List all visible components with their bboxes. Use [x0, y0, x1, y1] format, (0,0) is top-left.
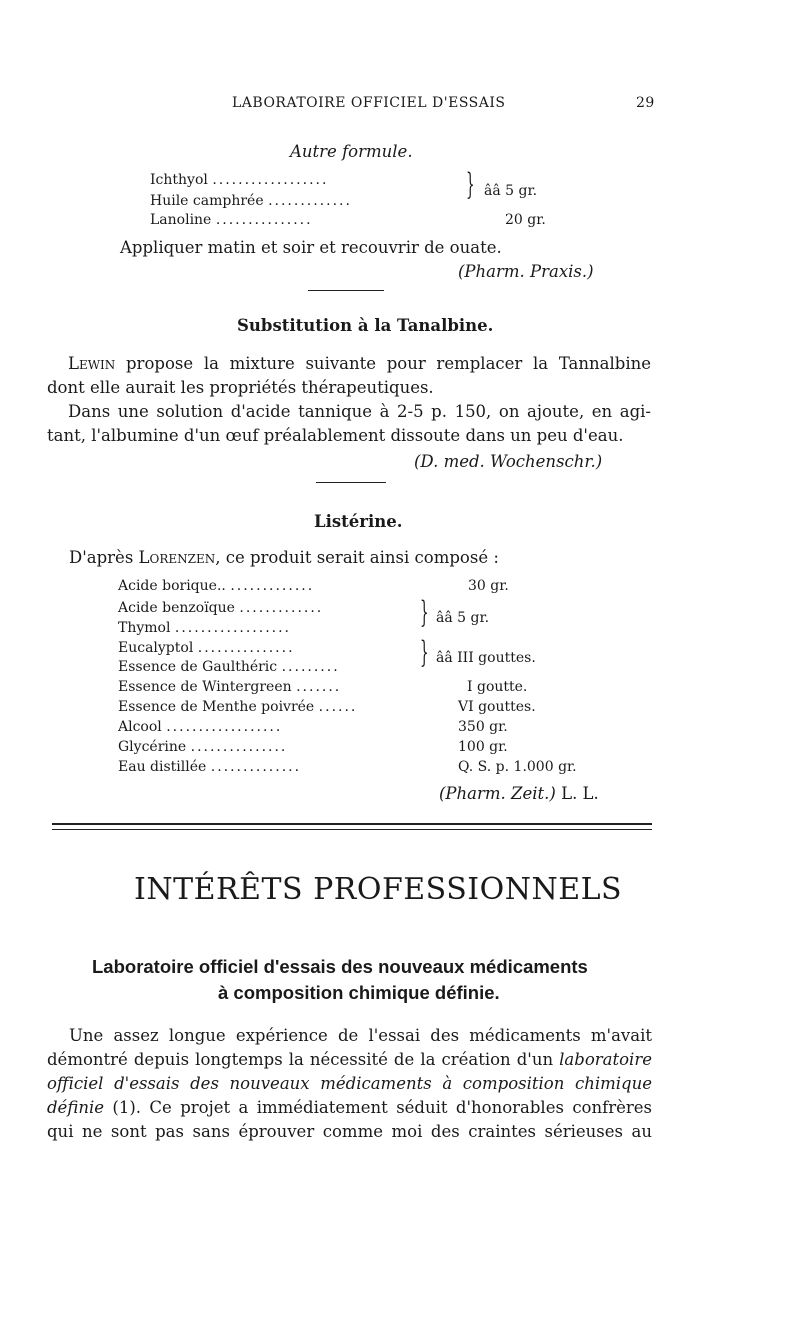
- section-title: INTÉRÊTS PROFESSIONNELS: [134, 872, 623, 907]
- leader-dots: ...............: [215, 212, 313, 228]
- ingredient-dose: 350 gr.: [458, 719, 508, 735]
- ingredient-dose: I goutte.: [467, 679, 528, 695]
- ingredient-name: Lanoline: [150, 212, 212, 228]
- section-paragraph-line: officiel d'essais des nouveaux médicaments à composition chimique: [47, 1074, 652, 1093]
- ingredient-dose: 100 gr.: [458, 739, 508, 755]
- ingredient-row: Eucalyptol ...............: [118, 640, 295, 656]
- ingredient-row: [150, 172, 328, 188]
- page-number: 29: [636, 95, 655, 111]
- ingredient-row: Eau distillée ..............: [118, 759, 302, 775]
- author-name: Lewin: [68, 354, 116, 373]
- ingredient-row: Glycérine ...............: [118, 739, 288, 755]
- leader-dots: .............: [268, 193, 352, 209]
- listerine-intro: D'après Lorenzen, ce produit serait ainsi composé :: [69, 548, 499, 567]
- ingredient-dose: 20 gr.: [505, 212, 546, 228]
- ingredient-row: Essence de Wintergreen .......: [118, 679, 342, 695]
- shared-dose: ââ III gouttes.: [436, 650, 536, 666]
- ingredient-name: Huile camphrée: [150, 193, 264, 209]
- double-rule: [52, 823, 652, 825]
- substitution-source: (D. med. Wochenschr.): [414, 452, 603, 471]
- section-divider: [316, 482, 386, 483]
- ingredient-dose: Q. S. p. 1.000 gr.: [458, 759, 577, 775]
- section-paragraph-line: qui ne sont pas sans éprouver comme moi des craintes sérieuses au: [47, 1122, 652, 1141]
- leader-dots: ..................: [212, 172, 329, 188]
- brace-icon: }: [420, 595, 429, 630]
- running-title: LABORATOIRE OFFICIEL D'ESSAIS: [232, 95, 506, 111]
- shared-dose: ââ 5 gr.: [484, 183, 538, 199]
- ingredient-dose: VI gouttes.: [458, 699, 536, 715]
- brace-icon: }: [466, 167, 475, 202]
- ingredient-row: Essence de Gaulthéric .........: [118, 659, 340, 675]
- substitution-line: dont elle aurait les propriétés thérapeutiques.: [47, 378, 434, 397]
- ingredient-row: Acide borique.. .............: [118, 578, 315, 594]
- substitution-title: Substitution à la Tanalbine.: [237, 316, 494, 335]
- listerine-title: Listérine.: [314, 512, 403, 531]
- ingredient-row: [150, 212, 313, 228]
- ingredient-row: Alcool ..................: [118, 719, 283, 735]
- author-name: Lorenzen: [138, 548, 216, 567]
- section-subtitle: Laboratoire officiel d'essais des nouveaux médicaments: [92, 956, 588, 977]
- section-paragraph-line: Une assez longue expérience de l'essai des médicaments m'avait: [69, 1026, 652, 1045]
- section-divider: [308, 290, 384, 291]
- ingredient-row: Acide benzoïque .............: [118, 600, 324, 616]
- section-paragraph-line: définie (1). Ce projet a immédiatement séduit d'honorables confrères: [47, 1098, 652, 1117]
- listerine-source: (Pharm. Zeit.) L. L.: [439, 784, 599, 803]
- section-subtitle: à composition chimique définie.: [218, 982, 500, 1003]
- application-instruction: Appliquer matin et soir et recouvrir de ouate.: [120, 238, 502, 257]
- substitution-line: Dans une solution d'acide tannique à 2-5 p. 150, on ajoute, en agi-: [68, 402, 651, 421]
- formula-source: (Pharm. Praxis.): [458, 262, 594, 281]
- brace-icon: }: [420, 635, 429, 670]
- double-rule: [52, 829, 652, 830]
- shared-dose: ââ 5 gr.: [436, 610, 490, 626]
- ingredient-row: Essence de Menthe poivrée ......: [118, 699, 358, 715]
- ingredient-dose: 30 gr.: [468, 578, 509, 594]
- ingredient-name: Ichthyol: [150, 172, 208, 188]
- formula-title: Autre formule.: [290, 142, 413, 161]
- section-paragraph-line: démontré depuis longtemps la nécessité de la création d'un laboratoire: [47, 1050, 652, 1069]
- ingredient-row: Thymol ..................: [118, 620, 292, 636]
- ingredient-row: [150, 193, 352, 209]
- substitution-line: tant, l'albumine d'un œuf préalablement dissoute dans un peu d'eau.: [47, 426, 624, 445]
- substitution-line: Lewin propose la mixture suivante pour remplacer la Tannalbine: [68, 354, 651, 373]
